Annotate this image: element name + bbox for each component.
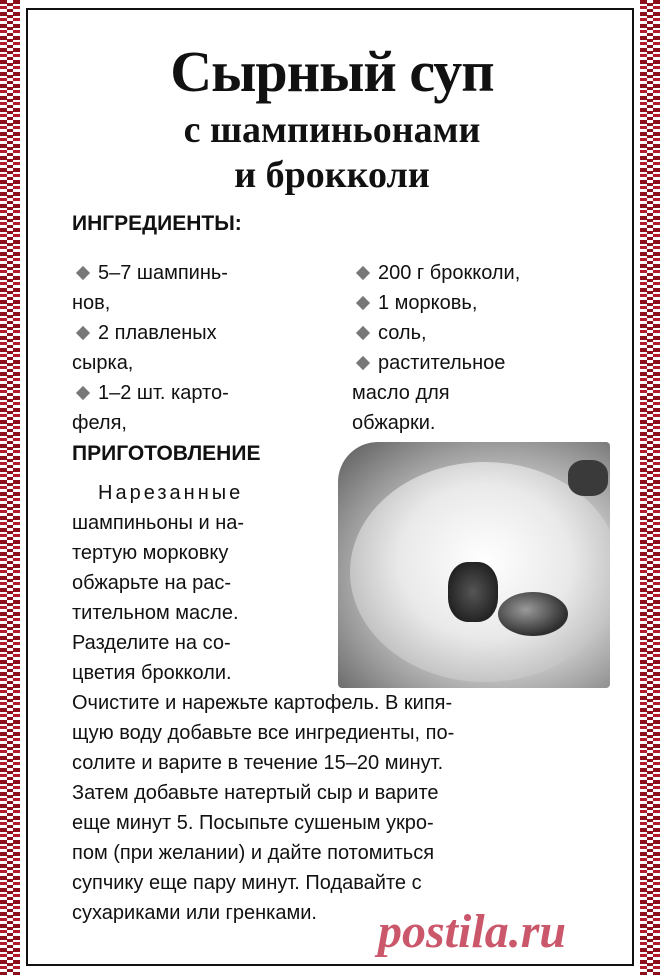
ingredient-item: 1–2 шт. карто- феля, [72, 382, 229, 434]
soup-photo [338, 442, 610, 688]
diamond-bullet-icon [76, 326, 90, 340]
ingredients-heading: ИНГРЕДИЕНТЫ: [72, 212, 242, 235]
ingredient-item: 5–7 шампинь- нов, [72, 262, 228, 314]
ingredients-list-right [352, 258, 612, 438]
diamond-bullet-icon [356, 266, 370, 280]
recipe-card [26, 8, 634, 966]
watermark-logo: postila.ru [378, 905, 567, 958]
preparation-text-bottom: Очистите и нарежьте картофель. В кипя- щую воду добавьте все ингредиенты, по- солите и варите в течение 15–20 минут. Затем добавьте натертый сыр и варите еще минут 5. Посыпьте сушеным укро- пом (при желании) и дайте потомиться супчику еще пару минут. Подавайте с сухариками или гренками. [72, 692, 455, 924]
ingredient-item: растительное масло для обжарки. [352, 352, 506, 434]
diamond-bullet-icon [356, 296, 370, 310]
herb-garnish [568, 460, 608, 496]
ingredient-item: 1 морковь, [352, 288, 612, 318]
diamond-bullet-icon [76, 386, 90, 400]
preparation-heading: ПРИГОТОВЛЕНИЕ [72, 442, 261, 465]
recipe-subtitle-line1: с шампиньонами [183, 109, 481, 151]
ingredient-item: 200 г брокколи, [352, 258, 612, 288]
diamond-bullet-icon [76, 266, 90, 280]
ingredient-item: 2 плавленых сырка, [72, 322, 217, 374]
recipe-title: Сырный суп [170, 39, 494, 104]
mushroom-piece [448, 562, 498, 622]
ingredient-item: соль, [352, 318, 612, 348]
mushroom-piece [498, 592, 568, 636]
preparation-text-top: Нарезанные шампиньоны и на- тертую морковку обжарьте на рас- тительном масле. Разделите на со- цветия брокколи. [72, 482, 245, 684]
ornament-border-left [0, 0, 20, 975]
diamond-bullet-icon [356, 326, 370, 340]
recipe-subtitle-line2: и брокколи [234, 154, 430, 196]
ornament-border-right [640, 0, 660, 975]
diamond-bullet-icon [356, 356, 370, 370]
ingredients-list-left [72, 258, 334, 438]
